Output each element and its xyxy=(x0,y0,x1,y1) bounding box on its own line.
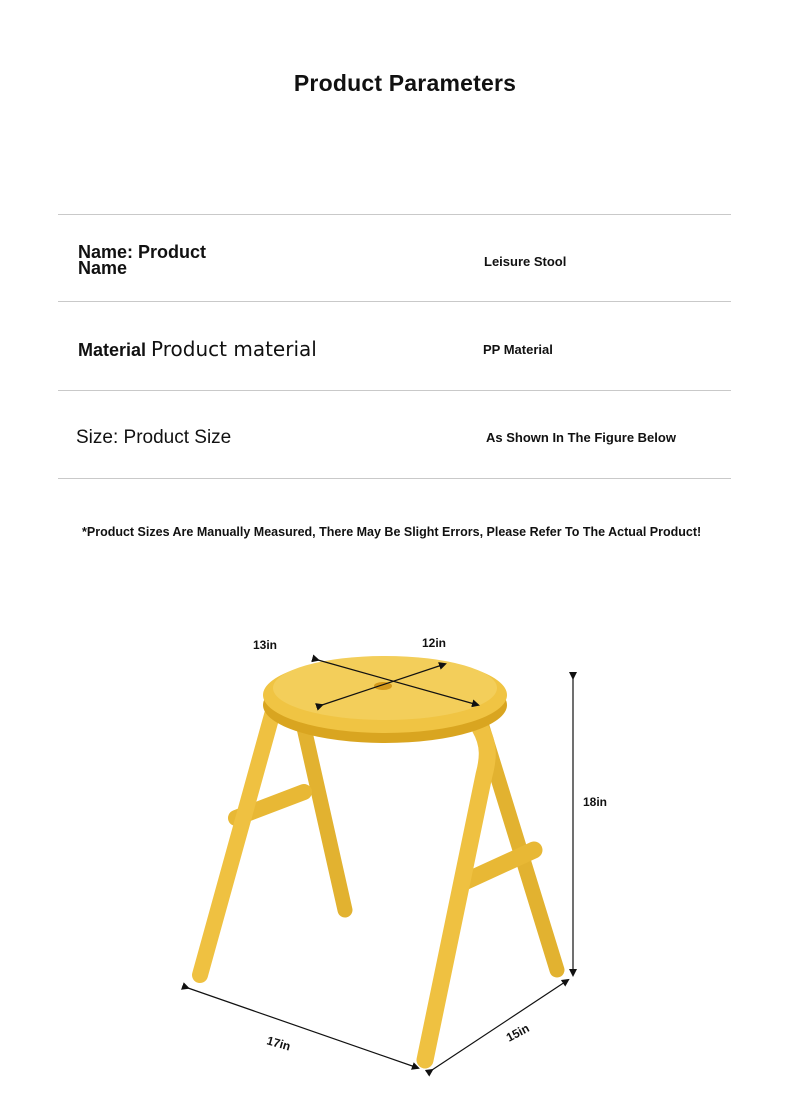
table-divider xyxy=(58,478,731,479)
row-value-material: PP Material xyxy=(483,342,553,357)
stool-leg-front-right xyxy=(425,728,487,1060)
stool-leg-front-left xyxy=(200,715,272,975)
row-label-material-text: Material xyxy=(78,340,147,360)
table-divider xyxy=(58,390,731,391)
row-value-size: As Shown In The Figure Below xyxy=(486,430,676,445)
dimension-line-width xyxy=(432,980,568,1070)
table-divider xyxy=(58,214,731,215)
dimension-label-seat-b: 12in xyxy=(422,636,447,650)
stool-dimension-figure xyxy=(0,600,790,1100)
row-label-size: Size: Product Size xyxy=(76,427,232,448)
table-divider xyxy=(58,301,731,302)
stool-image xyxy=(200,656,557,1060)
dimension-label-seat-a: 13in xyxy=(253,638,278,652)
page-title: Product Parameters xyxy=(293,70,517,96)
dimension-label-height: 18in xyxy=(583,795,608,809)
dimension-label-depth: 17in xyxy=(265,1033,293,1054)
dimension-line-depth xyxy=(188,988,418,1068)
stool-seat-hole xyxy=(374,682,392,690)
measurement-note: *Product Sizes Are Manually Measured, There May Be Slight Errors, Please Refer To The Actual Product! xyxy=(82,525,702,539)
row-label-name xyxy=(78,244,228,276)
row-value-name: Leisure Stool xyxy=(484,254,567,269)
row-label-material-subtext: Product material xyxy=(151,337,317,361)
row-label-material xyxy=(78,337,317,361)
row-label-name-text: Name: Product Name xyxy=(78,242,207,278)
dimension-label-width: 15in xyxy=(503,1021,532,1045)
